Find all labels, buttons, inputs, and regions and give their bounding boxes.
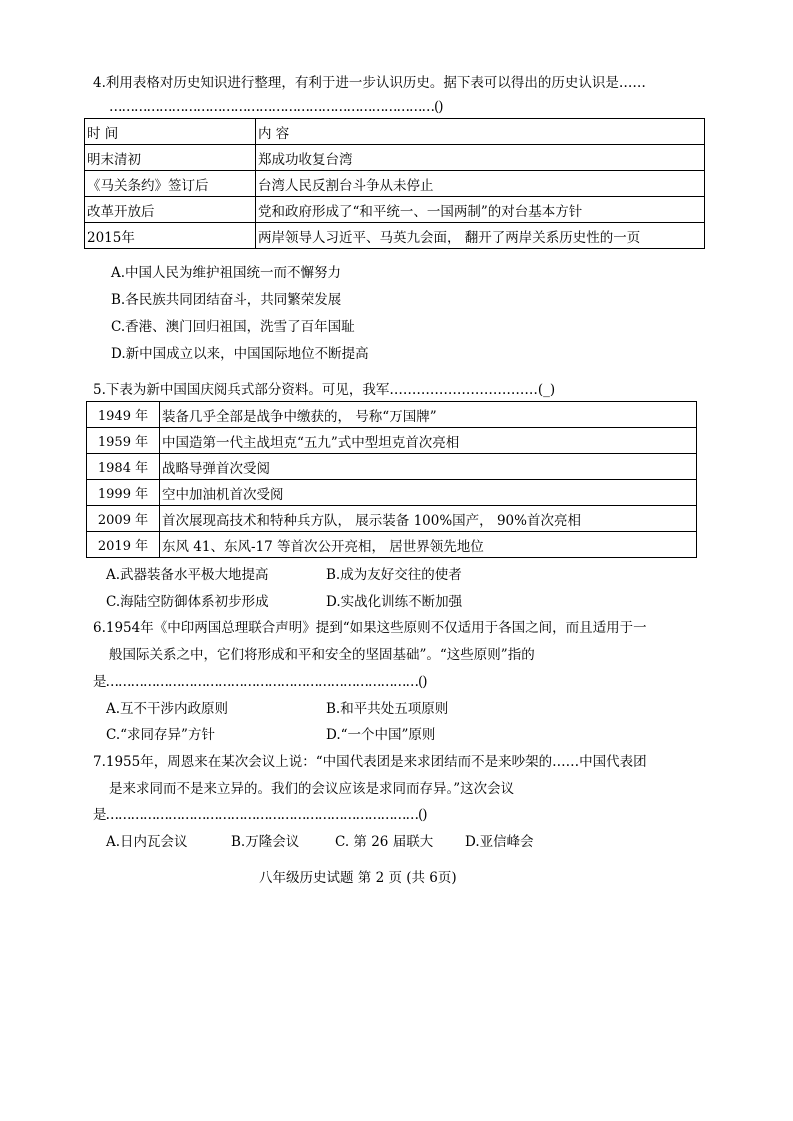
q6-option-d: D.“一个中国”原则: [326, 727, 436, 743]
table-cell-content: 首次展现高技术和特种兵方队， 展示装备 100%国产， 90%首次亮相: [160, 506, 697, 532]
table-cell-year: 1949 年: [87, 402, 160, 428]
q7-option-c: C. 第 26 届联大: [335, 834, 434, 850]
table-cell-content: 东风 41、东风-17 等首次公开亮相， 居世界领先地位: [160, 532, 697, 558]
table-cell-content: 战略导弹首次受阅: [160, 454, 697, 480]
table-header-time: 时 间: [85, 119, 256, 145]
q4-option-d: D.新中国成立以来，中国国际地位不断提高: [111, 346, 369, 362]
q4-stem: 4.利用表格对历史知识进行整理，有利于进一步认识历史。据下表可以得出的历史认识是……: [93, 75, 646, 91]
q6-stem-continuation: 般国际关系之中，它们将形成和平和安全的坚固基础”。“这些原则”指的: [109, 647, 535, 663]
q5-option-d: D.实战化训练不断加强: [326, 594, 463, 610]
table-cell-time: 《马关条约》签订后: [85, 171, 256, 197]
table-cell-content: 装备几乎全部是战争中缴获的， 号称“万国牌”: [160, 402, 697, 428]
table-row: [87, 428, 697, 454]
q7-stem: 7.1955年，周恩来在某次会议上说：“中国代表团是来求团结而不是来吵架的……中国代表团: [93, 754, 647, 770]
table-row: [87, 506, 697, 532]
q5-table: [86, 401, 697, 558]
q4-option-c: C.香港、澳门回归祖国，洗雪了百年国耻: [111, 319, 355, 335]
q5-option-b: B.成为友好交往的使者: [326, 567, 462, 583]
table-row: [85, 171, 705, 197]
table-cell-content: 两岸领导人习近平、马英九会面， 翻开了两岸关系历史性的一页: [256, 223, 705, 249]
q5-option-a: A.武器装备水平极大地提高: [106, 567, 269, 583]
q7-stem-continuation: 是来求同而不是来立异的。我们的会议应该是求同而存异。”这次会议: [109, 781, 515, 797]
table-row: [87, 480, 697, 506]
q6-stem: 6.1954年《中印两国总理联合声明》提到“如果这些原则不仅适用于各国之间，而且适用于一: [93, 620, 647, 636]
table-cell-year: 1999 年: [87, 480, 160, 506]
q7-stem-end: 是…………………………………………………………………(): [93, 807, 427, 823]
table-cell-year: 1959 年: [87, 428, 160, 454]
table-row: [87, 402, 697, 428]
table-cell-content: 台湾人民反割台斗争从未停止: [256, 171, 705, 197]
q5-stem: 5.下表为新中国国庆阅兵式部分资料。可见，我军……………………………(_): [93, 382, 556, 398]
q7-option-b: B.万隆会议: [231, 834, 300, 850]
q6-option-c: C.“求同存异”方针: [106, 727, 215, 743]
q7-option-d: D.亚信峰会: [465, 834, 534, 850]
q6-stem-end: 是…………………………………………………………………(): [93, 674, 427, 690]
table-cell-year: 1984 年: [87, 454, 160, 480]
q6-option-b: B.和平共处五项原则: [326, 701, 449, 717]
table-row: [87, 532, 697, 558]
table-row: [87, 454, 697, 480]
table-row: [85, 145, 705, 171]
table-cell-content: 党和政府形成了“和平统一、一国两制”的对台基本方针: [256, 197, 705, 223]
q7-option-a: A.日内瓦会议: [106, 834, 188, 850]
q6-option-a: A.互不干涉内政原则: [106, 701, 229, 717]
q5-option-c: C.海陆空防御体系初步形成: [106, 594, 269, 610]
q4-option-a: A.中国人民为维护祖国统一而不懈努力: [111, 265, 342, 281]
q4-option-b: B.各民族共同团结奋斗，共同繁荣发展: [111, 292, 342, 308]
table-cell-content: 空中加油机首次受阅: [160, 480, 697, 506]
table-cell-content: 中国造第一代主战坦克“五九”式中型坦克首次亮相: [160, 428, 697, 454]
table-cell-time: 明末清初: [85, 145, 256, 171]
table-header-row: [85, 119, 705, 145]
page-footer: 八年级历史试题 第 2 页 (共 6页): [259, 870, 457, 886]
table-cell-year: 2009 年: [87, 506, 160, 532]
q4-stem-continuation: ……………………………………………………………………(): [109, 99, 443, 115]
table-row: [85, 223, 705, 249]
table-cell-time: 2015年: [85, 223, 256, 249]
table-row: [85, 197, 705, 223]
table-cell-content: 郑成功收复台湾: [256, 145, 705, 171]
table-cell-year: 2019 年: [87, 532, 160, 558]
table-header-content: 内 容: [256, 119, 705, 145]
q4-table: [84, 118, 705, 249]
table-cell-time: 改革开放后: [85, 197, 256, 223]
